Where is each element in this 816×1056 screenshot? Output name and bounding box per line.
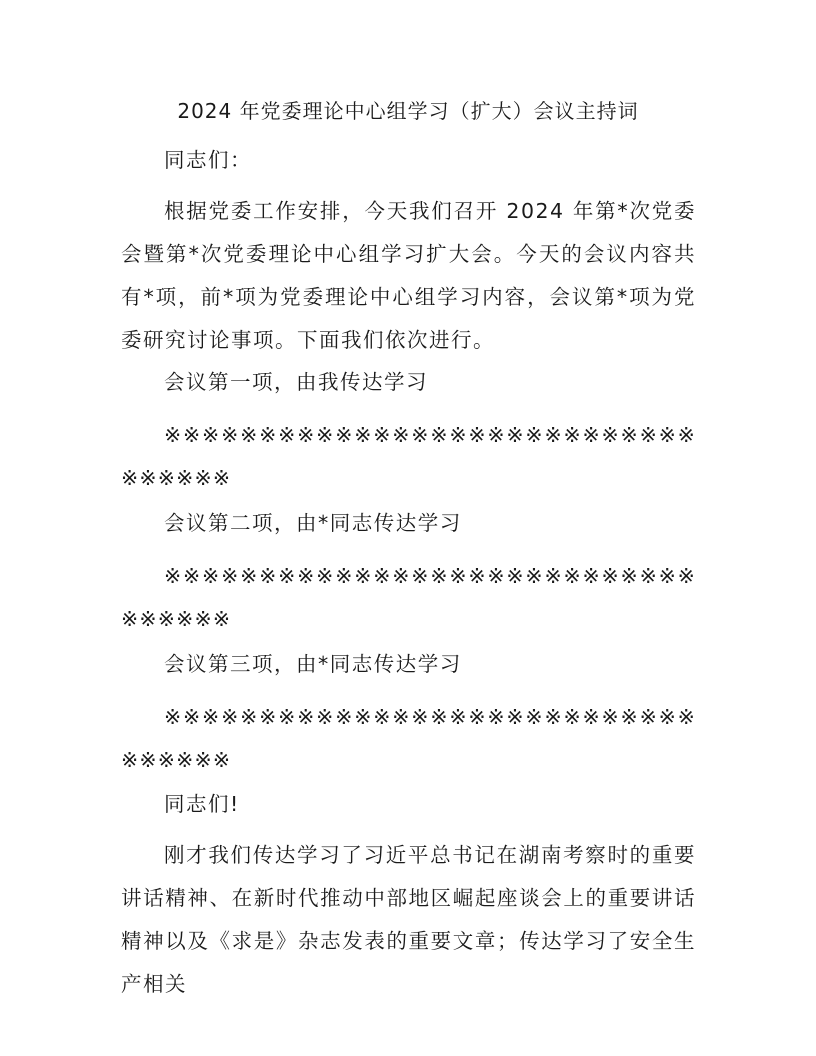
salutation: 同志们： xyxy=(164,148,252,172)
placeholder-marks-1: ※※※※※※※※※※※※※※※※※※※※※※※※※※※※※※※※※※ xyxy=(121,423,696,490)
body-paragraph-summary: 刚才我们传达学习了习近平总书记在湖南考察时的重要讲话精神、在新时代推动中部地区崛起座谈会上的重要讲话精神以及《求是》杂志发表的重要文章；传达学习了安全生产相关 xyxy=(121,843,696,996)
salutation-2: 同志们! xyxy=(164,792,240,816)
placeholder-marks-2: ※※※※※※※※※※※※※※※※※※※※※※※※※※※※※※※※※※ xyxy=(121,564,696,631)
agenda-item-3: 会议第三项，由*同志传达学习 xyxy=(164,652,462,676)
placeholder-marks-3: ※※※※※※※※※※※※※※※※※※※※※※※※※※※※※※※※※※ xyxy=(121,705,696,772)
body-paragraph-intro: 根据党委工作安排，今天我们召开 2024 年第*次党委会暨第*次党委理论中心组学习扩大会。今天的会议内容共有*项，前*项为党委理论中心组学习内容，会议第*项为党委研究讨论事项。下面我们依次进行。 xyxy=(121,199,696,352)
agenda-item-2: 会议第二项，由*同志传达学习 xyxy=(164,511,462,535)
document-title: 2024 年党委理论中心组学习（扩大）会议主持词 xyxy=(177,99,639,123)
agenda-item-1: 会议第一项，由我传达学习 xyxy=(164,370,428,394)
